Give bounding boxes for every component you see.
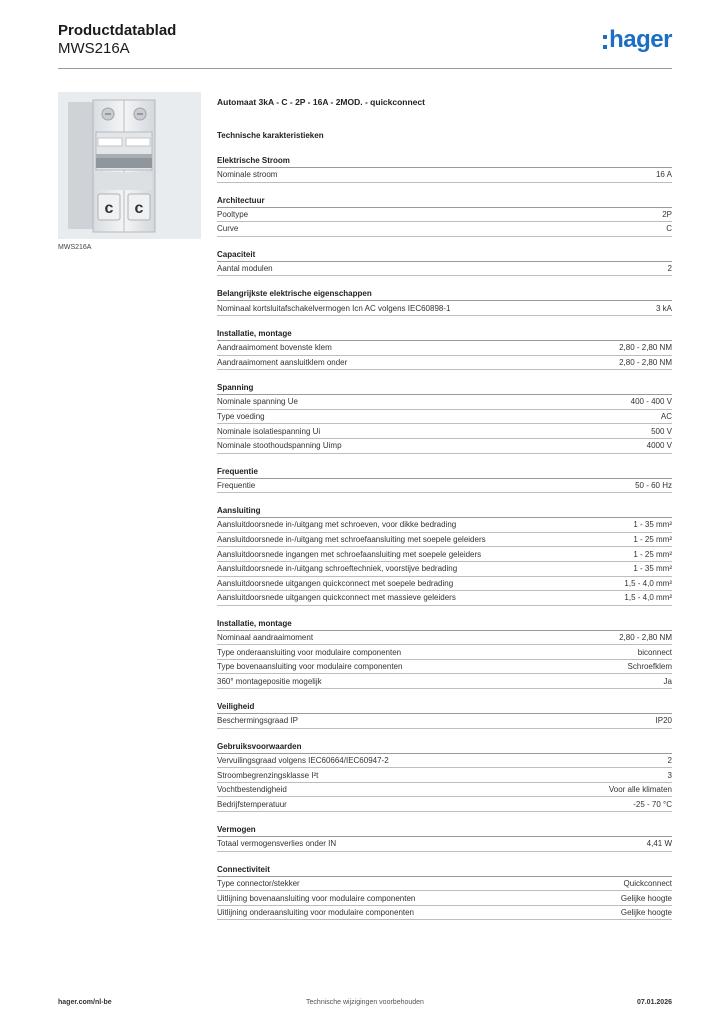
section-title: Frequentie — [217, 466, 672, 479]
spec-label: Nominaal aandraaimoment — [217, 632, 314, 642]
spec-label: Curve — [217, 224, 239, 234]
logo-dots-icon — [603, 35, 607, 49]
spec-value: AC — [660, 412, 672, 422]
spec-row — [217, 222, 672, 237]
spec-row — [217, 877, 672, 892]
spec-row — [217, 783, 672, 798]
spec-value: 1 - 35 mm² — [633, 564, 672, 574]
section-title: Vermogen — [217, 824, 672, 837]
spec-row — [217, 208, 672, 223]
spec-row — [217, 395, 672, 410]
section-title: Veiligheid — [217, 701, 672, 714]
spec-label: Nominale isolatiespanning Ui — [217, 426, 321, 436]
spec-label: Aansluitdoorsnede in-/uitgang met schroeven, voor dikke bedrading — [217, 520, 457, 530]
logo-text: hager — [609, 26, 672, 53]
section-title: Architectuur — [217, 195, 672, 208]
spec-row — [217, 341, 672, 356]
spec-value: Voor alle klimaten — [608, 785, 672, 795]
footer-website: hager.com/nl-be — [58, 999, 112, 1006]
spec-value: 2P — [662, 209, 672, 219]
section-title: Gebruiksvoorwaarden — [217, 741, 672, 754]
spec-section — [217, 701, 672, 729]
spec-label: Uitlijning bovenaansluiting voor modulaire componenten — [217, 893, 416, 903]
spec-row — [217, 577, 672, 592]
spec-value: 16 A — [655, 170, 672, 180]
spec-label: Totaal vermogensverlies onder IN — [217, 839, 337, 849]
spec-section — [217, 328, 672, 370]
section-title: Capaciteit — [217, 249, 672, 262]
spec-label: Nominale spanning Ue — [217, 397, 298, 407]
spec-row — [217, 591, 672, 606]
spec-section — [217, 382, 672, 453]
spec-row — [217, 674, 672, 689]
section-title: Belangrijkste elektrische eigenschappen — [217, 288, 672, 301]
spec-value: 2 — [667, 264, 672, 274]
spec-label: Aansluitdoorsnede ingangen met schroefaansluiting met soepele geleiders — [217, 549, 482, 559]
footer-disclaimer: Technische wijzigingen voorbehouden — [306, 999, 424, 1006]
document-title: Productdatablad — [58, 22, 177, 39]
spec-row — [217, 479, 672, 494]
hager-logo — [603, 27, 672, 53]
spec-section — [217, 155, 672, 183]
spec-row — [217, 562, 672, 577]
spec-value: 1 - 25 mm² — [633, 535, 672, 545]
spec-value: Schroefklem — [627, 662, 672, 672]
spec-label: Aandraaimoment aansluitklem onder — [217, 357, 348, 367]
spec-row — [217, 424, 672, 439]
spec-value: Gelijke hoogte — [620, 893, 672, 903]
spec-section — [217, 288, 672, 316]
spec-label: Aansluitdoorsnede uitgangen quickconnect met massieve geleiders — [217, 593, 456, 603]
spec-row — [217, 645, 672, 660]
image-caption: MWS216A — [58, 244, 92, 251]
spec-value: Gelijke hoogte — [620, 908, 672, 918]
section-title: Connectiviteit — [217, 864, 672, 877]
spec-label: Aansluitdoorsnede uitgangen quickconnect met soepele bedrading — [217, 578, 454, 588]
spec-label: Type onderaansluiting voor modulaire componenten — [217, 647, 402, 657]
terminal-left-label: c — [104, 200, 114, 217]
terminal-right-label: c — [134, 200, 144, 217]
spec-row — [217, 631, 672, 646]
spec-content — [217, 96, 672, 920]
spec-section — [217, 864, 672, 921]
section-title: Spanning — [217, 382, 672, 395]
spec-row — [217, 533, 672, 548]
spec-row — [217, 660, 672, 675]
spec-row — [217, 754, 672, 769]
spec-label: Frequentie — [217, 480, 256, 490]
spec-section — [217, 741, 672, 812]
product-name: Automaat 3kA - C - 2P - 16A - 2MOD. - quickconnect — [217, 97, 425, 107]
spec-row — [217, 410, 672, 425]
spec-label: Beschermingsgraad IP — [217, 716, 298, 726]
spec-section — [217, 195, 672, 237]
spec-value: 50 - 60 Hz — [635, 480, 672, 490]
spec-label: Uitlijning onderaansluiting voor modulaire componenten — [217, 908, 415, 918]
spec-value: 2,80 - 2,80 NM — [619, 343, 672, 353]
spec-section — [217, 824, 672, 852]
spec-row — [217, 168, 672, 183]
spec-label: Type connector/stekker — [217, 878, 300, 888]
spec-label: Aantal modulen — [217, 264, 273, 274]
spec-value: biconnect — [637, 647, 672, 657]
spec-value: Quickconnect — [623, 878, 672, 888]
spec-row — [217, 891, 672, 906]
spec-row — [217, 837, 672, 852]
header-divider — [58, 68, 672, 69]
spec-label: Bedrijfstemperatuur — [217, 799, 287, 809]
spec-value: 4,41 W — [646, 839, 672, 849]
spec-row — [217, 301, 672, 316]
spec-section — [217, 249, 672, 277]
spec-row — [217, 768, 672, 783]
section-title: Elektrische Stroom — [217, 155, 672, 168]
spec-value: 4000 V — [646, 441, 672, 451]
spec-value: 1,5 - 4,0 mm² — [624, 593, 672, 603]
spec-label: 360° montagepositie mogelijk — [217, 676, 322, 686]
footer-date: 07.01.2026 — [636, 999, 672, 1006]
spec-label: Vervuilingsgraad volgens IEC60664/IEC60947-2 — [217, 755, 389, 765]
spec-label: Pooltype — [217, 209, 249, 219]
spec-row — [217, 906, 672, 921]
section-title: Installatie, montage — [217, 328, 672, 341]
spec-row — [217, 262, 672, 277]
spec-value: 1,5 - 4,0 mm² — [624, 578, 672, 588]
spec-row — [217, 714, 672, 729]
spec-label: Aansluitdoorsnede in-/uitgang schroeftechniek, voorstijve bedrading — [217, 564, 458, 574]
circuit-breaker-illustration — [58, 92, 201, 239]
page-header — [58, 22, 672, 68]
spec-value: Ja — [663, 676, 672, 686]
spec-label: Aandraaimoment bovenste klem — [217, 343, 332, 353]
spec-row — [217, 518, 672, 533]
spec-label: Type bovenaansluiting voor modulaire componenten — [217, 662, 403, 672]
spec-section — [217, 505, 672, 606]
product-image — [58, 92, 201, 239]
spec-row — [217, 356, 672, 371]
spec-value: 1 - 35 mm² — [633, 520, 672, 530]
section-title: Installatie, montage — [217, 618, 672, 631]
page-footer — [58, 999, 672, 1011]
spec-label: Aansluitdoorsnede in-/uitgang met schroefaansluiting met soepele geleiders — [217, 535, 486, 545]
spec-value: 1 - 25 mm² — [633, 549, 672, 559]
tech-characteristics-title: Technische karakteristieken — [217, 131, 324, 140]
section-title: Aansluiting — [217, 505, 672, 518]
spec-value: 2 — [667, 755, 672, 765]
spec-section — [217, 466, 672, 494]
spec-label: Vochtbestendigheid — [217, 785, 287, 795]
spec-value: 3 kA — [655, 303, 672, 313]
spec-row — [217, 547, 672, 562]
spec-value: C — [666, 224, 672, 234]
spec-value: 400 - 400 V — [630, 397, 672, 407]
spec-value: -25 - 70 °C — [633, 799, 672, 809]
spec-value: 500 V — [651, 426, 672, 436]
spec-row — [217, 797, 672, 812]
spec-label: Nominale stroom — [217, 170, 278, 180]
spec-value: IP20 — [655, 716, 672, 726]
spec-value: 2,80 - 2,80 NM — [619, 632, 672, 642]
spec-row — [217, 439, 672, 454]
spec-label: Nominaal kortsluitafschakelvermogen Icn AC volgens IEC60898-1 — [217, 303, 451, 313]
spec-section — [217, 618, 672, 689]
spec-label: Type voeding — [217, 412, 265, 422]
spec-sections — [217, 155, 672, 920]
spec-value: 2,80 - 2,80 NM — [619, 357, 672, 367]
spec-label: Nominale stoothoudspanning Uimp — [217, 441, 342, 451]
spec-label: Stroombegrenzingsklasse I²t — [217, 770, 319, 780]
spec-value: 3 — [667, 770, 672, 780]
product-code: MWS216A — [58, 40, 130, 57]
